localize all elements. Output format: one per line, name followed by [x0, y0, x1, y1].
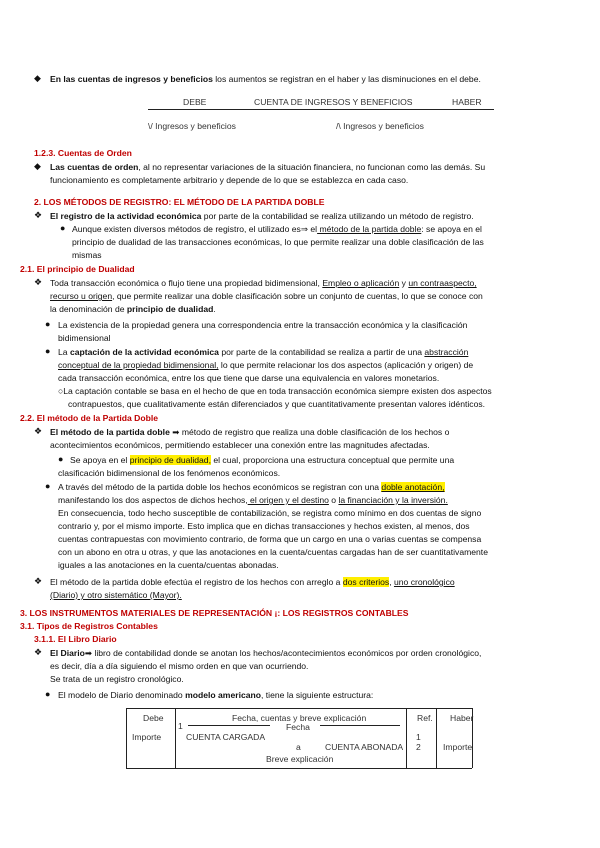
- s21-line10: contrapuestos, que cualitativamente están diferenciados y que cuantitativamente presentan valores idénticos.: [68, 399, 486, 409]
- cuenta-cargada: CUENTA CARGADA: [186, 732, 266, 742]
- s22-line7: En consecuencia, todo hecho susceptible de contabilización, se registra como mínimo en dos cuentas de signo: [58, 508, 482, 518]
- s22-line10: con un abono en otra u otras, y que las anotaciones en la cuenta/cuentas cargadas han de ser cuantitativamente: [58, 547, 488, 557]
- s22-line12: El método de la partida doble efectúa el registro de los hechos con arreglo a dos criterios, uno cronológico: [50, 577, 455, 587]
- diamond-bullet-icon: ◆: [34, 161, 41, 171]
- s21-line9: ○La captación contable se basa en el hecho de que en toda transacción económica siempre existen dos aspectos: [58, 386, 492, 396]
- importe-haber: Importe: [443, 742, 473, 752]
- s21-line6: La captación de la actividad económica por parte de la contabilidad se realiza a partir de una abstracción: [58, 347, 469, 357]
- a-label: a: [296, 742, 301, 752]
- s123-line1: Las cuentas de orden, al no representar variaciones de la situación financiera, no funcionan como las demás. Su: [50, 162, 486, 172]
- fecha-label: Fecha: [286, 722, 310, 732]
- s3-line2: es decir, día a día siguiendo el mismo orden en que van ocurriendo.: [50, 661, 309, 671]
- dot-bullet-icon: ●: [58, 454, 64, 464]
- t-haber: HABER: [452, 97, 482, 107]
- breve-explicacion: Breve explicación: [266, 754, 334, 764]
- t-horizontal-line: [148, 109, 494, 110]
- ref-2: 2: [416, 742, 421, 752]
- t-debe: DEBE: [183, 97, 207, 107]
- s2-line1: El registro de la actividad económica por parte de la contabilidad se realiza utilizando un método de registro.: [50, 211, 474, 221]
- heading-1-2-3: 1.2.3. Cuentas de Orden: [34, 148, 132, 158]
- s3-line3: Se trata de un registro cronológico.: [50, 674, 184, 684]
- s2-line4: mismas: [72, 250, 102, 260]
- col-haber: Haber: [450, 713, 474, 723]
- importe-debe: Importe: [132, 732, 162, 742]
- col-ref: Ref.: [417, 713, 433, 723]
- heading-3-1-1: 3.1.1. El Libro Diario: [34, 634, 117, 644]
- s2-line2: Aunque existen diversos métodos de registro, el utilizado es⇒ el método de la partida doble: se apoya en el: [72, 224, 482, 234]
- s21-line3: la denominación de principio de dualidad.: [50, 304, 216, 314]
- s21-line4: La existencia de la propiedad genera una correspondencia entre la transacción económica y la clasificación: [58, 320, 468, 330]
- heading-2: 2. LOS MÉTODOS DE REGISTRO: EL MÉTODO DE LA PARTIDA DOBLE: [34, 197, 325, 207]
- diamond-outline-bullet-icon: ❖: [34, 647, 43, 657]
- s123-line2: funcionamiento es completamente arbitrario y depende de lo que se establezca en cada caso.: [50, 175, 409, 185]
- col-debe: Debe: [143, 713, 164, 723]
- dot-bullet-icon: ●: [60, 223, 66, 233]
- ref-1: 1: [416, 732, 421, 742]
- s22-line1: El método de la partida doble ➡ método de registro que realiza una doble clasificación de los hechos o: [50, 427, 450, 437]
- diamond-outline-bullet-icon: ❖: [34, 576, 43, 586]
- diamond-outline-bullet-icon: ❖: [34, 210, 43, 220]
- t-cuenta: CUENTA DE INGRESOS Y BENEFICIOS: [254, 97, 413, 107]
- t-left-entry: \/ Ingresos y beneficios: [148, 121, 236, 131]
- diamond-bullet-icon: ◆: [34, 73, 41, 83]
- s22-line11: iguales a las anotaciones en la cuenta/cuentas abonadas.: [58, 560, 279, 570]
- s3-line1: El Diario➡ libro de contabilidad donde se anotan los hechos/acontecimientos económicos por orden cronológico,: [50, 648, 482, 658]
- dot-bullet-icon: ●: [45, 319, 51, 329]
- cuenta-abonada: CUENTA ABONADA: [325, 742, 404, 752]
- dot-bullet-icon: ●: [45, 689, 51, 699]
- diamond-outline-bullet-icon: ❖: [34, 426, 43, 436]
- heading-2-2: 2.2. El método de la Partida Doble: [20, 413, 159, 423]
- s22-line5: A través del método de la partida doble los hechos económicos se registran con una doble anotación,: [58, 482, 445, 492]
- t-right-entry: /\ Ingresos y beneficios: [336, 121, 424, 131]
- dot-bullet-icon: ●: [45, 481, 51, 491]
- s21-line7: conceptual de la propiedad bidimensional, lo que permite relacionar los dos aspectos (aplicación y origen) de: [58, 360, 474, 370]
- s2-line3: principio de dualidad de las transacciones económicas, lo que permite realizar una doble clasificación de las: [72, 237, 484, 247]
- s22-line2: acontecimientos económicos, permitiendo establecer una conexión entre las magnitudes afectadas.: [50, 440, 430, 450]
- s22-line13: (Diario) y otro sistemático (Mayor).: [50, 590, 182, 600]
- col-fecha: Fecha, cuentas y breve explicación: [232, 713, 367, 723]
- s21-line8: cada transacción económica, entre los que tiene que darse una equivalencia en valores monetarios.: [58, 373, 440, 383]
- heading-3-1: 3.1. Tipos de Registros Contables: [20, 621, 158, 631]
- s3-line4: El modelo de Diario denominado modelo americano, tiene la siguiente estructura:: [58, 690, 374, 700]
- dot-bullet-icon: ●: [45, 346, 51, 356]
- s22-line3: Se apoya en el principio de dualidad, el cual, proporciona una estructura conceptual que permite una: [70, 455, 455, 465]
- s22-line9: cuentas contrapuestas con movimiento contrario, de forma que un cargo en una o varias cuentas se compensa: [58, 534, 482, 544]
- s22-line4: clasificación bidimensional de los fenómenos económicos.: [58, 468, 281, 478]
- heading-3: 3. LOS INSTRUMENTOS MATERIALES DE REPRESENTACIÓN ¡: LOS REGISTROS CONTABLES: [20, 608, 409, 618]
- s21-line5: bidimensional: [58, 333, 111, 343]
- s22-line6: manifestando los dos aspectos de dichos hechos, el origen y el destino o la financiación y la inversión.: [58, 495, 448, 505]
- s22-line8: contrario y, por el mismo importe. Esto implica que en dichas transacciones y hechos existen, al menos, dos: [58, 521, 470, 531]
- intro-line: En las cuentas de ingresos y beneficios los aumentos se registran en el haber y las disminuciones en el debe.: [50, 74, 481, 84]
- s21-line1: Toda transacción económica o flujo tiene una propiedad bidimensional, Empleo o aplicación y un contraaspecto,: [50, 278, 477, 288]
- s21-line2: recurso u origen, que permite realizar una doble clasificación sobre un conjunto de cuentas, lo que se conoce con: [50, 291, 483, 301]
- heading-2-1: 2.1. El principio de Dualidad: [20, 264, 135, 274]
- row-number: 1: [178, 721, 183, 731]
- diamond-outline-bullet-icon: ❖: [34, 277, 43, 287]
